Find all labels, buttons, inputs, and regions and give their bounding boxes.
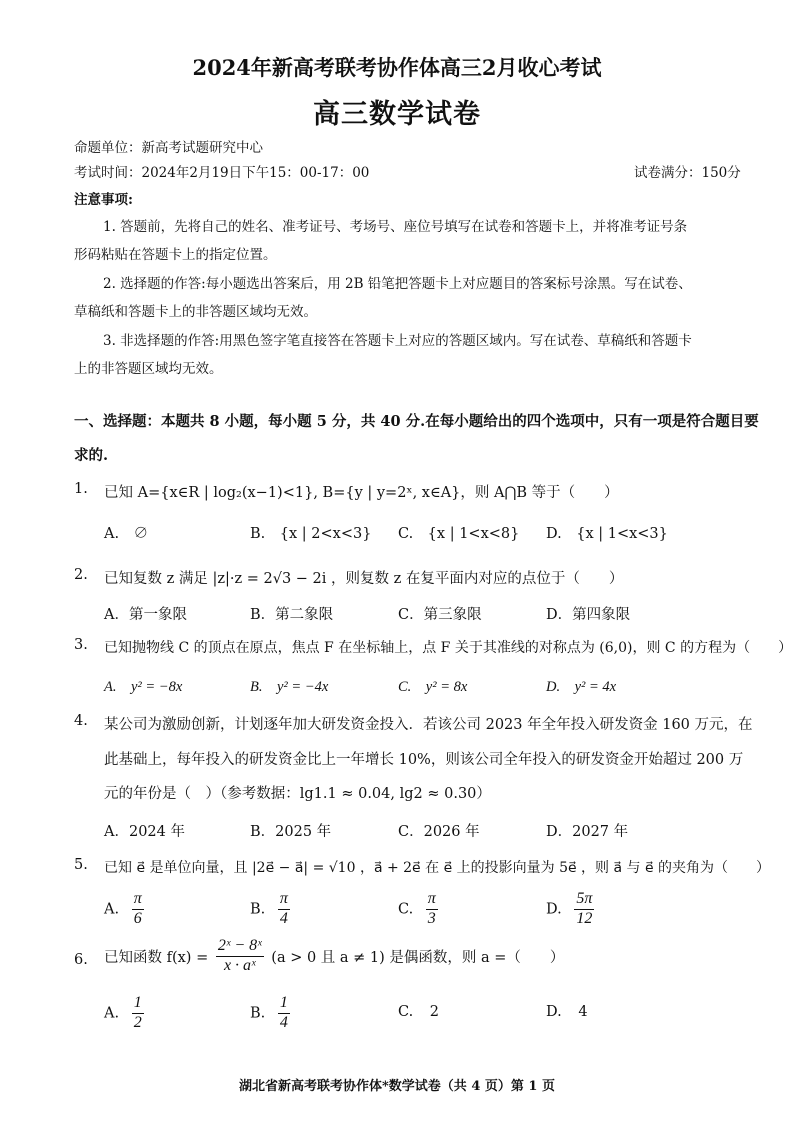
question-6-stem-suffix: (a > 0 且 a ≠ 1) 是偶函数，则 a =（ ） — [271, 949, 565, 966]
question-6-stem — [104, 938, 564, 975]
paper-subtitle: 高三数学试卷 — [313, 99, 481, 130]
fraction-denominator: x · aˣ — [223, 956, 256, 974]
question-2-number: 2. — [74, 567, 88, 583]
question-4-stem-line-3: 元的年份是（ ）（参考数据：lg1.1 ≈ 0.04, lg2 ≈ 0.30） — [104, 786, 491, 802]
fraction-denominator: 6 — [133, 909, 142, 927]
fraction — [278, 995, 290, 1032]
notice-item-1-line-2: 形码粘贴在答题卡上的指定位置。 — [74, 247, 277, 263]
fraction-denominator: 4 — [279, 909, 288, 927]
question-3-stem: 已知抛物线 C 的顶点在原点，焦点 F 在坐标轴上，点 F 关于其准线的对称点为 (6,0)，则 C 的方程为（ ） — [104, 640, 793, 656]
question-5-option-a — [104, 891, 144, 928]
option-label: A. — [104, 901, 120, 918]
question-6-option-c — [398, 1004, 439, 1020]
full-score: 试卷满分：150分 — [634, 165, 741, 181]
fraction-numerator: π — [426, 891, 438, 910]
notice-item-1-line-1: 1. 答题前，先将自己的姓名、准考证号、考场号、座位号填写在试卷和答题卡上，并将准考证号条 — [103, 219, 688, 235]
question-4-stem-line-1: 某公司为激励创新，计划逐年加大研发资金投入．若该公司 2023 年全年投入研发资金 160 万元，在 — [104, 717, 753, 733]
option-label: C. — [398, 1004, 414, 1020]
notice-title: 注意事项: — [74, 192, 133, 208]
option-value: 4 — [578, 1004, 588, 1020]
question-2-option-b: B．第二象限 — [250, 607, 334, 623]
question-3-option-d: D. y² = 4x — [546, 679, 617, 695]
function-fraction — [216, 938, 264, 975]
fraction-numerator: π — [278, 891, 290, 910]
fraction-denominator: 3 — [427, 909, 436, 927]
question-2-option-c: C．第三象限 — [398, 607, 482, 623]
notice-item-2-line-2: 草稿纸和答题卡上的非答题区域均无效。 — [74, 304, 317, 320]
fraction-denominator: 2 — [133, 1013, 142, 1031]
question-4-option-b: B．2025 年 — [250, 824, 332, 840]
question-3-option-c: C. y² = 8x — [398, 679, 468, 695]
option-label: B. — [250, 1005, 266, 1022]
question-1-option-c: C. {x | 1<x<8} — [398, 526, 520, 542]
question-3-number: 3. — [74, 637, 88, 653]
fraction-numerator: 5π — [574, 891, 594, 910]
question-6-stem-prefix: 已知函数 f(x) = — [104, 949, 209, 966]
setter-unit: 命题单位：新高考试题研究中心 — [74, 140, 263, 156]
question-3-option-b: B. y² = −4x — [250, 679, 329, 695]
page-footer: 湖北省新高考联考协作体*数学试卷（共 4 页）第 1 页 — [239, 1079, 555, 1094]
fraction-denominator: 12 — [576, 909, 593, 927]
option-value: 2 — [429, 1004, 440, 1020]
question-5-option-b — [250, 891, 290, 928]
question-6-number: 6. — [74, 952, 88, 968]
question-5-stem: 已知 e⃗ 是单位向量，且 |2e⃗ − a⃗| = √10 ，a⃗ + 2e⃗ 在 e⃗ 上的投影向量为 5e⃗ ，则 a⃗ 与 e⃗ 的夹角为（ ） — [104, 860, 771, 876]
question-2-option-d: D．第四象限 — [546, 607, 631, 623]
question-1-option-d: D. {x | 1<x<3} — [546, 526, 668, 542]
option-label: A. — [104, 1005, 120, 1022]
question-4-stem-line-2: 此基础上，每年投入的研发资金比上一年增长 10%，则该公司全年投入的研发资金开始超过 200 万 — [104, 752, 744, 768]
notice-item-3-line-1: 3. 非选择题的作答:用黑色签字笔直接答在答题卡上对应的答题区域内。写在试卷、草稿纸和答题卡 — [103, 333, 692, 349]
question-1-option-b: B. {x | 2<x<3} — [250, 526, 372, 542]
notice-item-2-line-1: 2. 选择题的作答:每小题选出答案后，用 2B 铅笔把答题卡上对应题目的答案标号涂黑。写在试卷、 — [103, 276, 692, 292]
question-6-option-a — [104, 995, 144, 1032]
exam-time: 考试时间：2024年2月19日下午15：00-17：00 — [74, 165, 370, 181]
question-5-option-d — [546, 891, 594, 928]
fraction-numerator: π — [132, 891, 144, 910]
fraction-numerator: 1 — [132, 995, 144, 1014]
fraction-denominator: 4 — [279, 1013, 288, 1031]
question-6-option-d — [546, 1004, 588, 1020]
notice-item-3-line-2: 上的非答题区域均无效。 — [74, 361, 223, 377]
question-6-option-b — [250, 995, 290, 1032]
fraction — [132, 995, 144, 1032]
question-5-option-c — [398, 891, 438, 928]
question-1-option-a: A. ∅ — [104, 526, 149, 542]
question-4-option-a: A．2024 年 — [104, 824, 185, 840]
question-5-number: 5. — [74, 857, 88, 873]
option-label: B. — [250, 901, 266, 918]
fraction — [574, 891, 594, 928]
option-label: D. — [546, 901, 562, 918]
fraction — [132, 891, 144, 928]
question-4-option-c: C．2026 年 — [398, 824, 480, 840]
question-3-option-a: A. y² = −8x — [104, 679, 183, 695]
section-1-heading: 一、选择题：本题共 8 小题，每小题 5 分，共 40 分.在每小题给出的四个选项中，只有一项是符合题目要 — [74, 413, 759, 430]
question-4-number: 4. — [74, 713, 88, 729]
question-2-stem: 已知复数 z 满足 |z|·z = 2√3 − 2i ，则复数 z 在复平面内对应的点位于（ ） — [104, 571, 624, 587]
fraction-numerator: 2ˣ − 8ˣ — [216, 938, 264, 957]
fraction-numerator: 1 — [278, 995, 290, 1014]
option-label: D. — [546, 1004, 562, 1020]
fraction — [278, 891, 290, 928]
question-1-number: 1. — [74, 481, 88, 497]
question-1-stem: 已知 A={x∈R | log₂(x−1)<1}, B={y | y=2ˣ, x∈A}，则 A⋂B 等于（ ） — [104, 485, 619, 501]
section-1-heading-cont: 求的. — [74, 447, 109, 464]
question-4-option-d: D．2027 年 — [546, 824, 629, 840]
option-label: C. — [398, 901, 414, 918]
fraction — [426, 891, 438, 928]
question-2-option-a: A．第一象限 — [104, 607, 187, 623]
exam-title: 2024年新高考联考协作体高三2月收心考试 — [192, 55, 602, 80]
